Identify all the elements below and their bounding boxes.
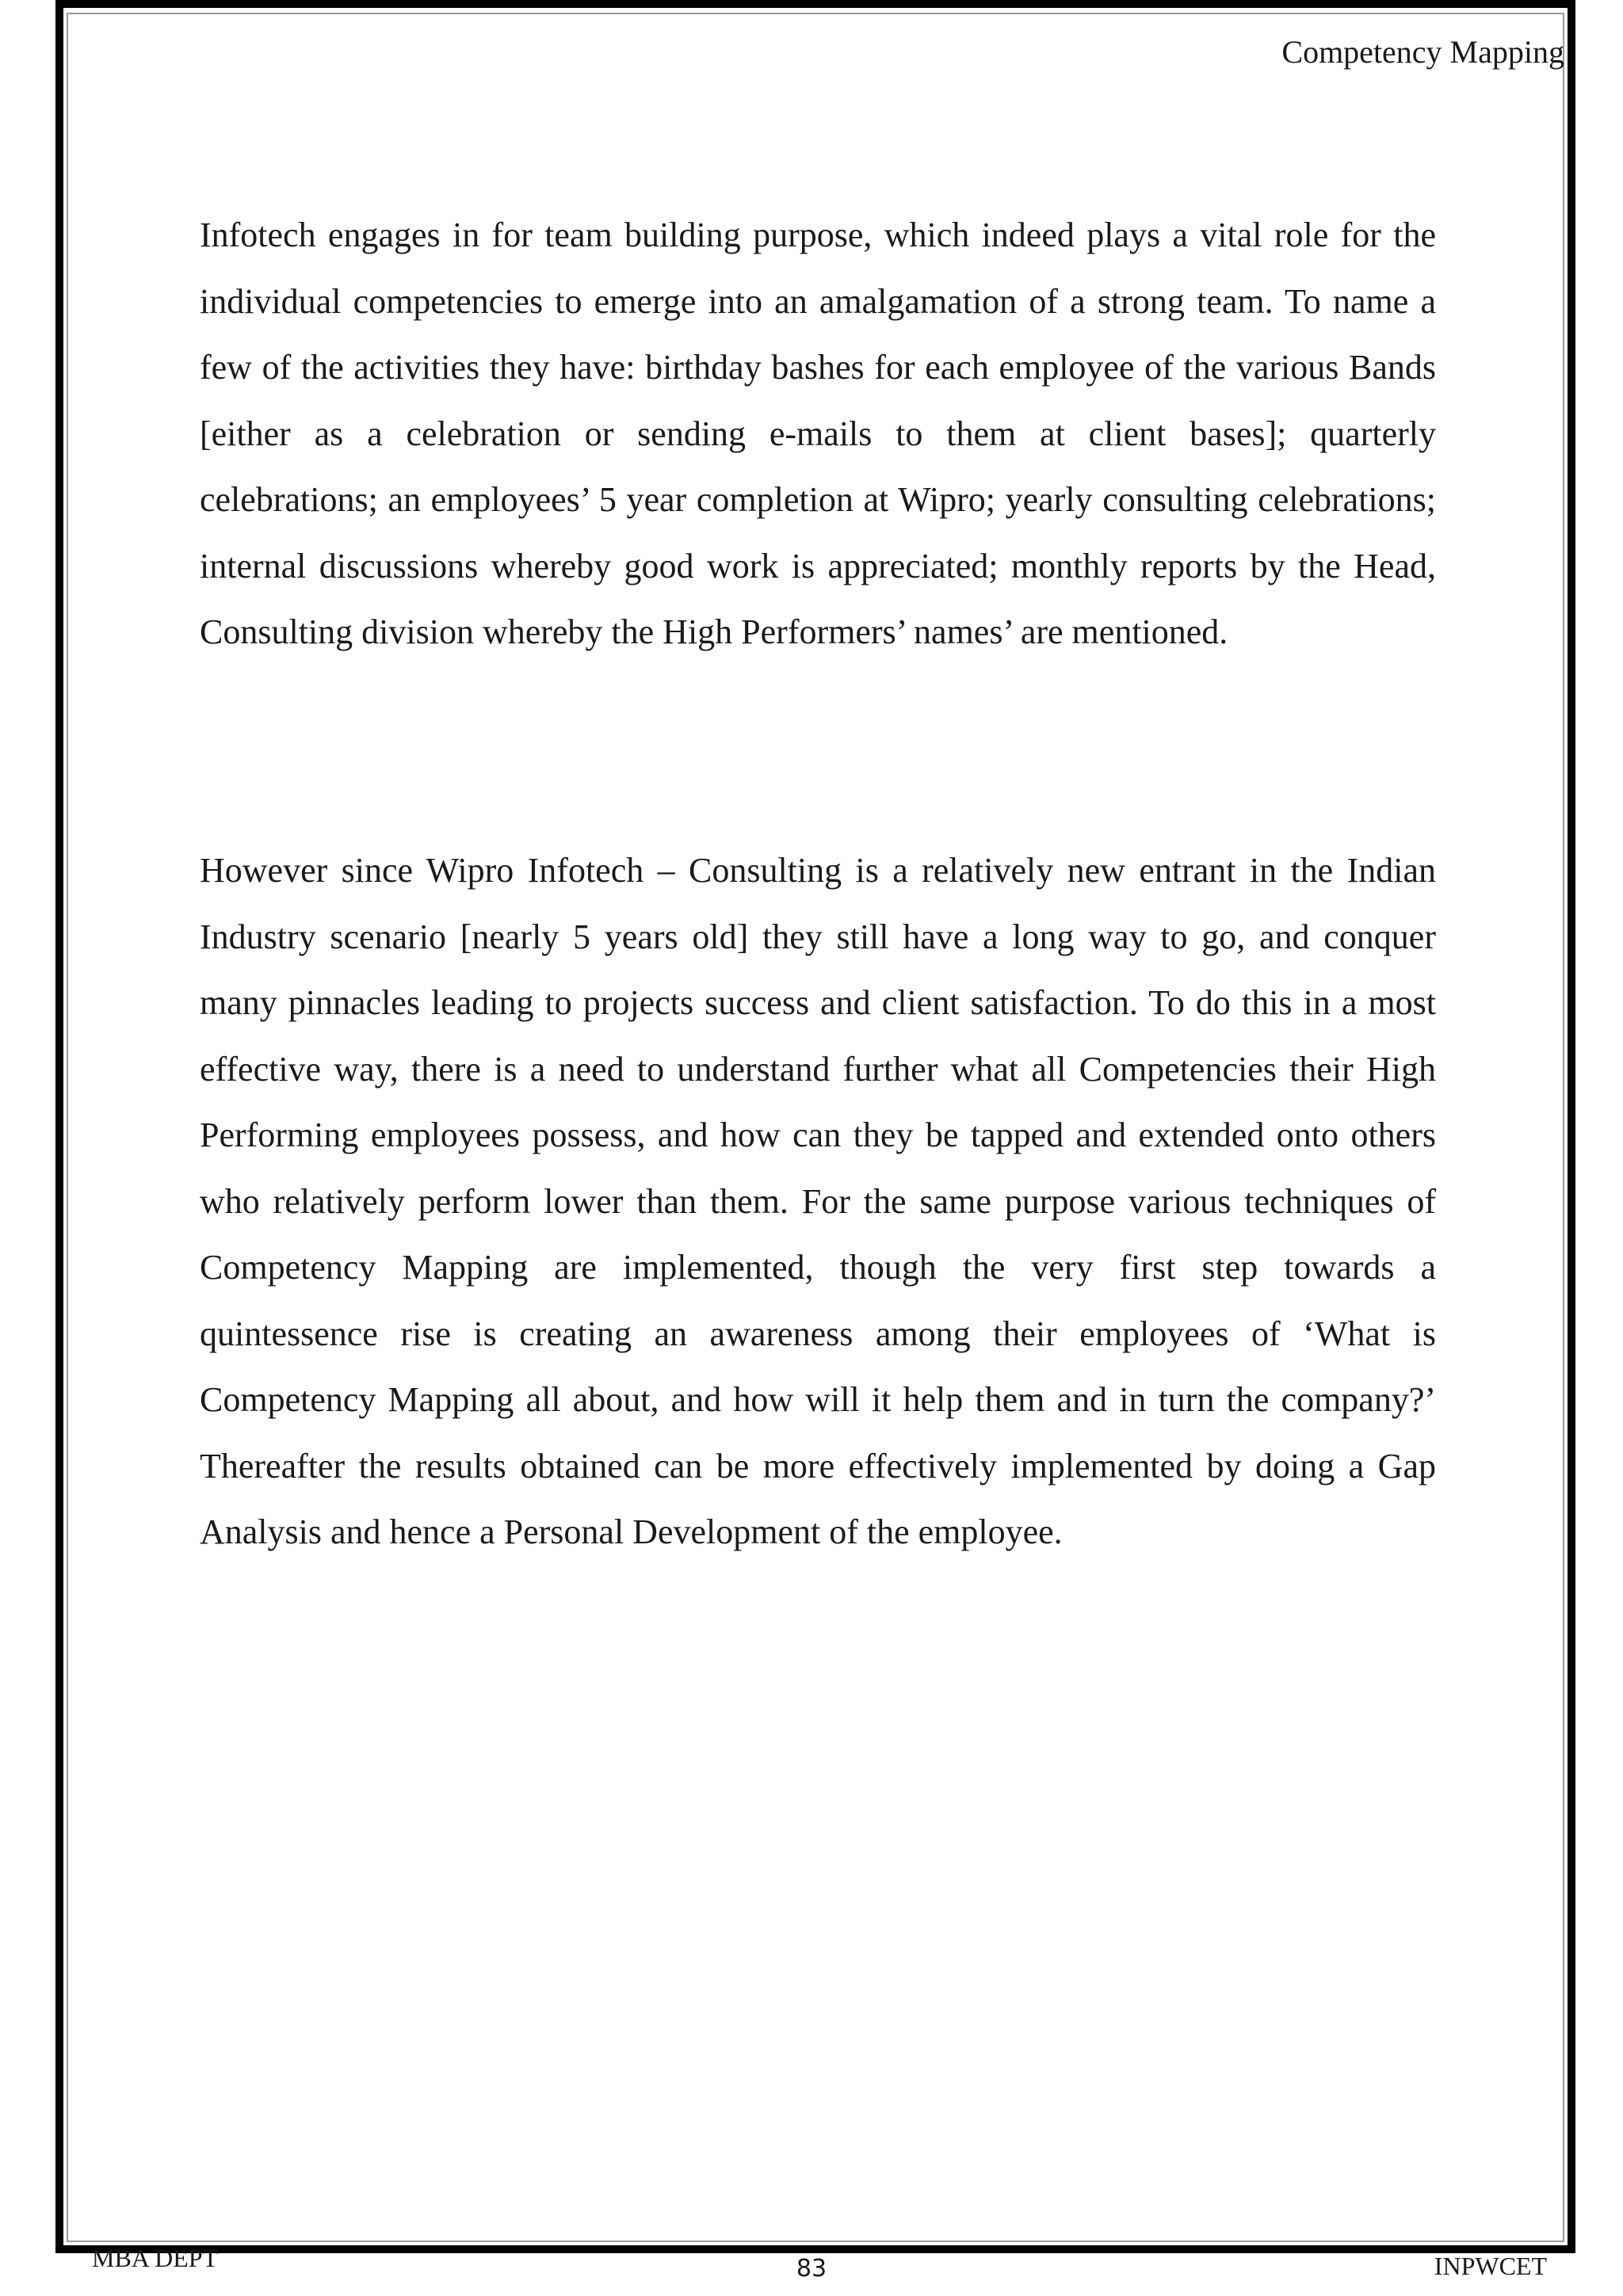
running-header-title: Competency Mapping xyxy=(1281,34,1564,70)
footer-institution: INPWCET xyxy=(1434,2252,1547,2280)
body-paragraph-2: However since Wipro Infotech – Consulting is a relatively new entrant in the Indian Industry scenario [nearly 5 years old] they still have a long way to go, and conquer many pinnacles leading to projects success and client satisfaction. To do this in a most effective way, there is a need to understand further what all Competencies their High Performing employees possess, and how can they be tapped and extended onto others who relatively perform lower than them. For the same purpose various techniques of Competency Mapping are implemented, though the very first step towards a quintessence rise is creating an awareness among their employees of ‘What is Competency Mapping all about, and how will it help them and in turn the company?’ Thereafter the results obtained can be more effectively implemented by doing a Gap Analysis and hence a Personal Development of the employee. xyxy=(200,851,1436,1551)
body-paragraph-1: Infotech engages in for team building purpose, which indeed plays a vital role for the individual competencies to emerge into an amalgamation of a strong team. To name a few of the activities they have: birthday bashes for each employee of the various Bands [either as a celebration or sending e-mails to them at client bases]; quarterly celebrations; an employees’ 5 year completion at Wipro; yearly consulting celebrations; internal discussions whereby good work is appreciated; monthly reports by the Head, Consulting division whereby the High Performers’ names’ are mentioned. xyxy=(200,215,1436,651)
footer-page-number: 83 xyxy=(796,2255,827,2283)
footer-department: MBA DEPT xyxy=(92,2244,219,2272)
